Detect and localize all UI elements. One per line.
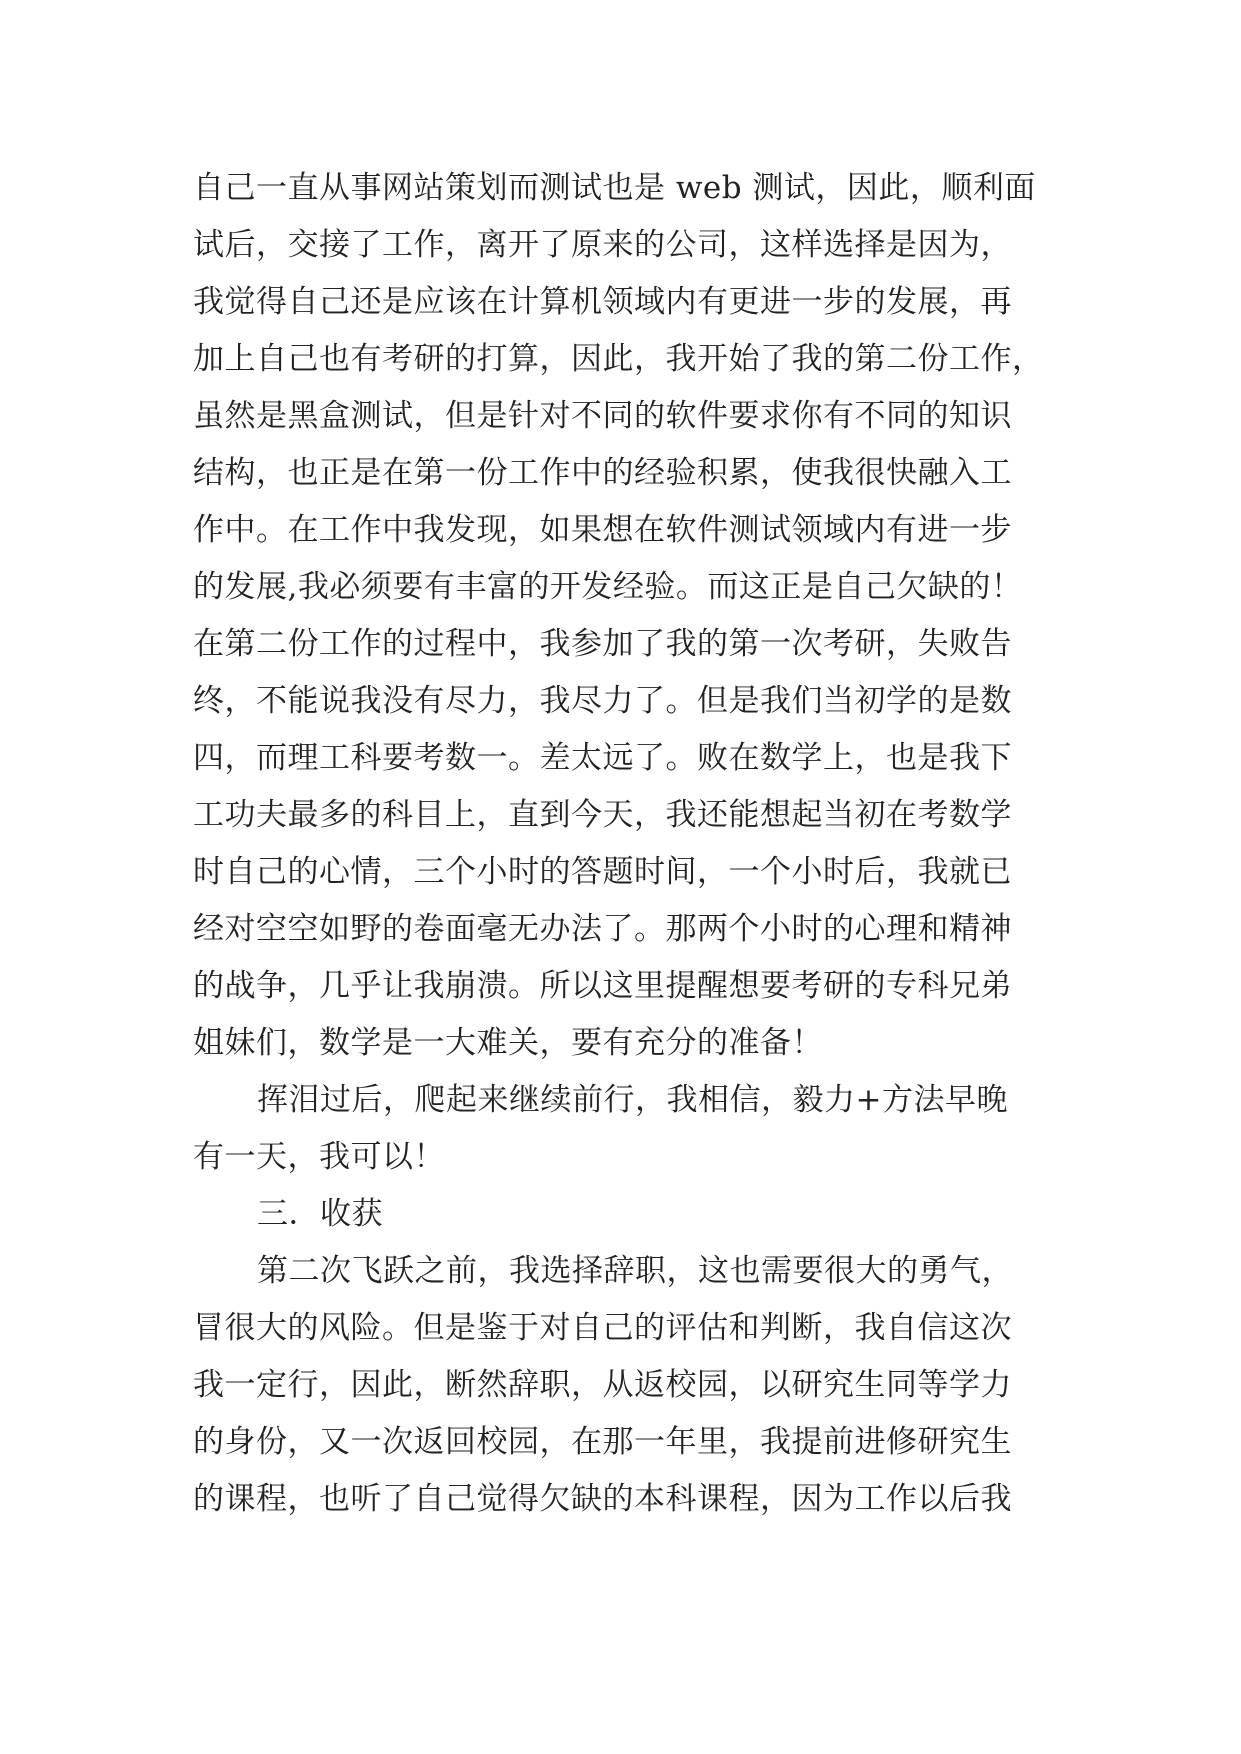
text-line: 我一定行，因此，断然辞职，从返校园，以研究生同等学力 (193, 1367, 1012, 1403)
text-line: 我觉得自己还是应该在计算机领域内有更进一步的发展，再 (193, 284, 1012, 320)
text-line: 时自己的心情，三个小时的答题时间，一个小时后，我就已 (193, 854, 1012, 890)
text-line: 姐妹们，数学是一大难关，要有充分的准备！ (193, 1025, 823, 1061)
text-line: 虽然是黑盒测试，但是针对不同的软件要求你有不同的知识 (193, 398, 1012, 434)
text-line: 作中。在工作中我发现，如果想在软件测试领域内有进一步 (193, 512, 1012, 548)
paragraph-start-line: 第二次飞跃之前，我选择辞职，这也需要很大的勇气， (257, 1253, 1013, 1289)
text-line: 终，不能说我没有尽力，我尽力了。但是我们当初学的是数 (193, 683, 1012, 719)
text-line: 的身份，又一次返回校园，在那一年里，我提前进修研究生 (193, 1424, 1012, 1460)
text-line: 试后，交接了工作，离开了原来的公司，这样选择是因为， (193, 227, 1012, 263)
text-line: 工功夫最多的科目上，直到今天，我还能想起当初在考数学 (193, 797, 1012, 833)
text-line: 自己一直从事网站策划而测试也是 web 测试，因此，顺利面 (193, 170, 1036, 206)
text-line: 的课程，也听了自己觉得欠缺的本科课程，因为工作以后我 (193, 1481, 1012, 1517)
text-line: 有一天，我可以！ (193, 1139, 445, 1175)
text-line: 经对空空如野的卷面毫无办法了。那两个小时的心理和精神 (193, 911, 1012, 947)
text-line: 四，而理工科要考数一。差太远了。败在数学上，也是我下 (193, 740, 1012, 776)
text-line: 冒很大的风险。但是鉴于对自己的评估和判断，我自信这次 (193, 1310, 1012, 1346)
text-line: 结构，也正是在第一份工作中的经验积累，使我很快融入工 (193, 455, 1012, 491)
body-text (193, 160, 1058, 1528)
text-line: 的发展,我必须要有丰富的开发经验。而这正是自己欠缺的！ (193, 569, 1023, 605)
section-heading: 三．收获 (257, 1196, 383, 1232)
paragraph-start-line: 挥泪过后，爬起来继续前行，我相信，毅力+方法早晚 (257, 1082, 1008, 1118)
text-line: 在第二份工作的过程中，我参加了我的第一次考研，失败告 (193, 626, 1012, 662)
text-line: 加上自己也有考研的打算，因此，我开始了我的第二份工作， (193, 341, 1044, 377)
text-line: 的战争，几乎让我崩溃。所以这里提醒想要考研的专科兄弟 (193, 968, 1012, 1004)
